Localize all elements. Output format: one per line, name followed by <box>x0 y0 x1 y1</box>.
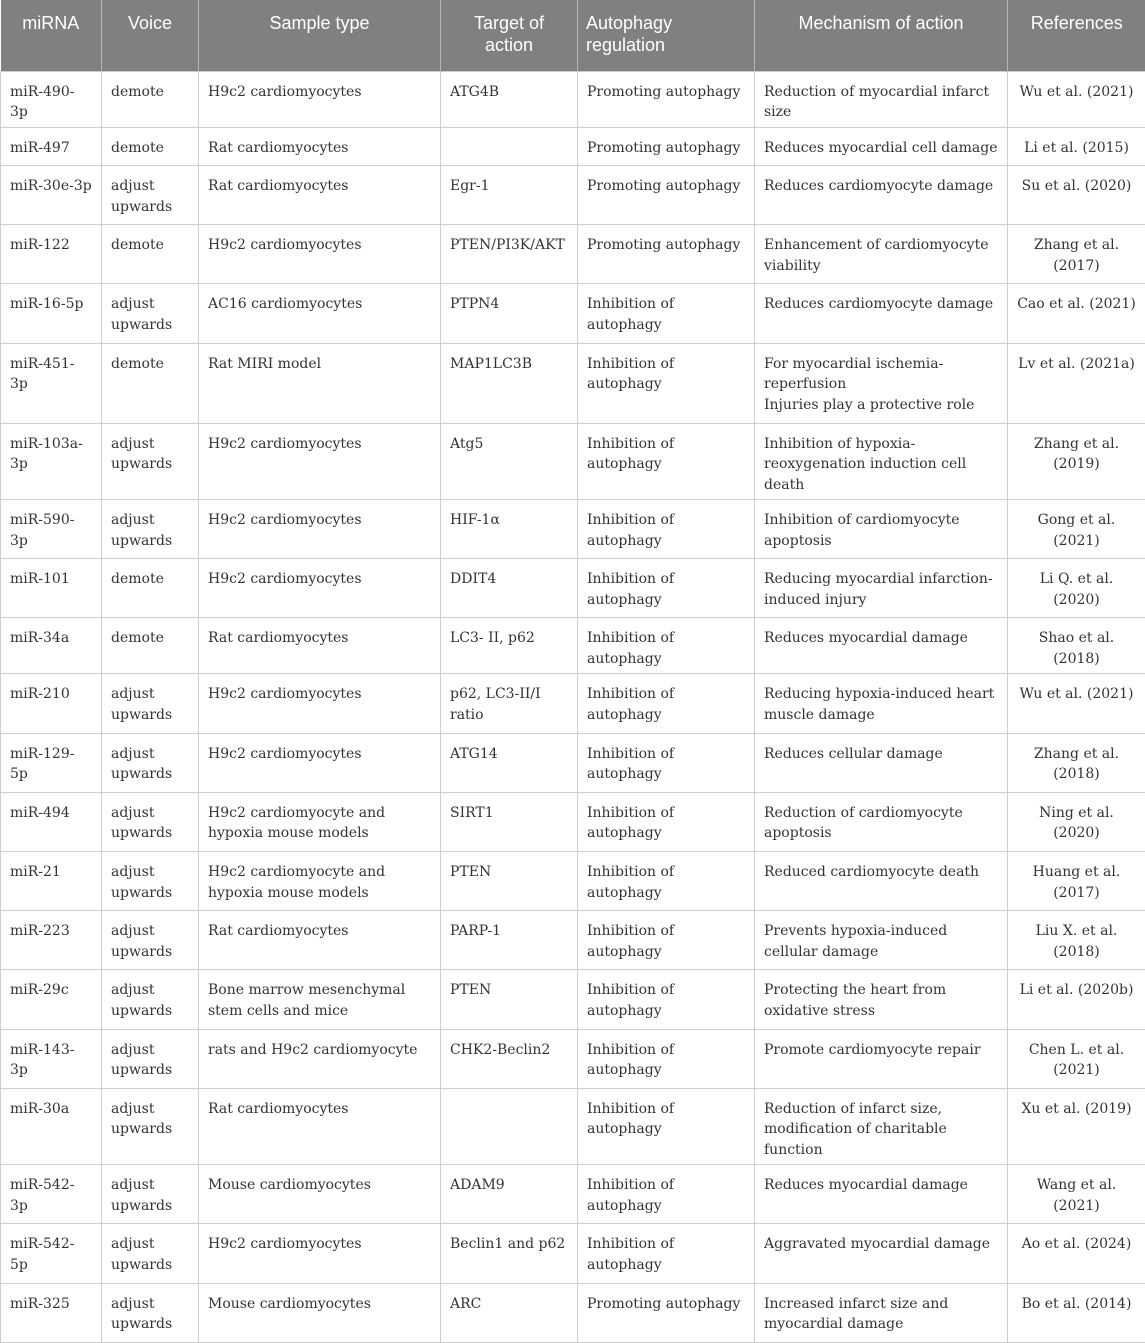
cell-autophagy: Inhibition of autophagy <box>578 500 755 559</box>
header-voice: Voice <box>102 0 199 71</box>
cell-target: Beclin1 and p62 <box>441 1224 578 1283</box>
cell-voice: demote <box>102 71 199 127</box>
header-sample-type: Sample type <box>199 0 441 71</box>
table-row <box>1 618 1145 674</box>
cell-reference: Li et al. (2015) <box>1008 127 1145 166</box>
cell-autophagy: Inhibition of autophagy <box>578 792 755 851</box>
cell-autophagy: Inhibition of autophagy <box>578 733 755 792</box>
cell-sample: H9c2 cardiomyocytes <box>199 559 441 618</box>
table-row <box>1 71 1145 127</box>
cell-voice: adjust upwards <box>102 792 199 851</box>
cell-mechanism: Reduction of cardiomyocyte apoptosis <box>755 792 1008 851</box>
cell-reference: Xu et al. (2019) <box>1008 1088 1145 1165</box>
cell-mechanism: Reducing myocardial infarction-induced injury <box>755 559 1008 618</box>
cell-sample: Rat MIRI model <box>199 343 441 423</box>
cell-sample: Mouse cardiomyocytes <box>199 1165 441 1224</box>
cell-autophagy: Inhibition of autophagy <box>578 1029 755 1088</box>
table-row <box>1 970 1145 1029</box>
table-row <box>1 1088 1145 1165</box>
cell-mechanism: Protecting the heart from oxidative stress <box>755 970 1008 1029</box>
cell-mechanism: Reducing hypoxia-induced heart muscle damage <box>755 674 1008 733</box>
table-row <box>1 1283 1145 1342</box>
table-row <box>1 792 1145 851</box>
cell-reference: Huang et al. (2017) <box>1008 852 1145 911</box>
cell-mechanism: Reduction of myocardial infarct size <box>755 71 1008 127</box>
cell-sample: Rat cardiomyocytes <box>199 127 441 166</box>
mechanism-line-1: For myocardial ischemia-reperfusion <box>764 354 998 395</box>
cell-mechanism: Reduces cardiomyocyte damage <box>755 284 1008 343</box>
cell-target <box>441 1088 578 1165</box>
cell-target: Egr-1 <box>441 166 578 225</box>
cell-mechanism: Aggravated myocardial damage <box>755 1224 1008 1283</box>
header-autophagy: Autophagy regulation <box>578 0 755 71</box>
cell-target: Atg5 <box>441 423 578 500</box>
cell-autophagy: Inhibition of autophagy <box>578 1088 755 1165</box>
cell-voice: adjust upwards <box>102 1029 199 1088</box>
cell-reference: Ning et al. (2020) <box>1008 792 1145 851</box>
cell-mechanism: Promote cardiomyocyte repair <box>755 1029 1008 1088</box>
cell-mechanism: Prevents hypoxia-induced cellular damage <box>755 911 1008 970</box>
cell-sample: Bone marrow mesenchymal stem cells and mice <box>199 970 441 1029</box>
cell-mirna: miR-490-3p <box>1 71 102 127</box>
cell-sample: H9c2 cardiomyocyte and hypoxia mouse models <box>199 792 441 851</box>
cell-target: p62, LC3-II/I ratio <box>441 674 578 733</box>
cell-mirna: miR-34a <box>1 618 102 674</box>
cell-mechanism: Reduces myocardial damage <box>755 618 1008 674</box>
cell-mirna: miR-210 <box>1 674 102 733</box>
cell-reference: Cao et al. (2021) <box>1008 284 1145 343</box>
header-mechanism: Mechanism of action <box>755 0 1008 71</box>
cell-reference: Zhang et al. (2019) <box>1008 423 1145 500</box>
cell-mechanism: Reduces cardiomyocyte damage <box>755 166 1008 225</box>
cell-mirna: miR-30e-3p <box>1 166 102 225</box>
cell-target: ARC <box>441 1283 578 1342</box>
header-row <box>1 0 1145 71</box>
cell-sample: Rat cardiomyocytes <box>199 618 441 674</box>
cell-voice: demote <box>102 127 199 166</box>
cell-mirna: miR-122 <box>1 225 102 284</box>
cell-voice: adjust upwards <box>102 284 199 343</box>
table-row <box>1 343 1145 423</box>
cell-mirna: miR-451-3p <box>1 343 102 423</box>
cell-reference: Wu et al. (2021) <box>1008 674 1145 733</box>
cell-voice: adjust upwards <box>102 500 199 559</box>
cell-mirna: miR-542-3p <box>1 1165 102 1224</box>
cell-reference: Gong et al. (2021) <box>1008 500 1145 559</box>
cell-autophagy: Promoting autophagy <box>578 166 755 225</box>
cell-sample: H9c2 cardiomyocytes <box>199 71 441 127</box>
cell-mechanism <box>755 343 1008 423</box>
cell-reference: Bo et al. (2014) <box>1008 1283 1145 1342</box>
cell-target: MAP1LC3B <box>441 343 578 423</box>
cell-target: ATG14 <box>441 733 578 792</box>
cell-autophagy: Promoting autophagy <box>578 225 755 284</box>
cell-mechanism: Reduction of infarct size, modification of charitable function <box>755 1088 1008 1165</box>
cell-autophagy: Inhibition of autophagy <box>578 284 755 343</box>
cell-sample: H9c2 cardiomyocytes <box>199 674 441 733</box>
cell-autophagy: Promoting autophagy <box>578 127 755 166</box>
cell-mechanism: Inhibition of cardiomyocyte apoptosis <box>755 500 1008 559</box>
cell-mirna: miR-16-5p <box>1 284 102 343</box>
cell-sample: Rat cardiomyocytes <box>199 1088 441 1165</box>
cell-target: DDIT4 <box>441 559 578 618</box>
table-row <box>1 733 1145 792</box>
cell-mechanism: Reduced cardiomyocyte death <box>755 852 1008 911</box>
cell-mirna: miR-30a <box>1 1088 102 1165</box>
cell-target: PARP-1 <box>441 911 578 970</box>
cell-autophagy: Inhibition of autophagy <box>578 852 755 911</box>
cell-voice: adjust upwards <box>102 423 199 500</box>
cell-voice: adjust upwards <box>102 1283 199 1342</box>
cell-autophagy: Inhibition of autophagy <box>578 618 755 674</box>
cell-voice: demote <box>102 559 199 618</box>
cell-voice: demote <box>102 343 199 423</box>
cell-reference: Wu et al. (2021) <box>1008 71 1145 127</box>
table-row <box>1 852 1145 911</box>
table-row <box>1 127 1145 166</box>
cell-autophagy: Inhibition of autophagy <box>578 970 755 1029</box>
cell-voice: adjust upwards <box>102 1088 199 1165</box>
cell-sample: H9c2 cardiomyocyte and hypoxia mouse models <box>199 852 441 911</box>
cell-autophagy: Inhibition of autophagy <box>578 343 755 423</box>
cell-reference: Wang et al. (2021) <box>1008 1165 1145 1224</box>
table-row <box>1 911 1145 970</box>
table-row <box>1 1029 1145 1088</box>
cell-sample: Mouse cardiomyocytes <box>199 1283 441 1342</box>
cell-sample: rats and H9c2 cardiomyocyte <box>199 1029 441 1088</box>
cell-voice: adjust upwards <box>102 733 199 792</box>
cell-sample: H9c2 cardiomyocytes <box>199 733 441 792</box>
table-row <box>1 423 1145 500</box>
cell-mirna: miR-143-3p <box>1 1029 102 1088</box>
cell-target: PTEN <box>441 970 578 1029</box>
cell-voice: demote <box>102 225 199 284</box>
cell-autophagy: Promoting autophagy <box>578 1283 755 1342</box>
mechanism-line-2: Injuries play a protective role <box>764 395 998 416</box>
cell-sample: Rat cardiomyocytes <box>199 166 441 225</box>
cell-voice: adjust upwards <box>102 911 199 970</box>
cell-autophagy: Inhibition of autophagy <box>578 1165 755 1224</box>
cell-reference: Li Q. et al. (2020) <box>1008 559 1145 618</box>
table-row <box>1 166 1145 225</box>
cell-target: ATG4B <box>441 71 578 127</box>
cell-mechanism: Reduces myocardial cell damage <box>755 127 1008 166</box>
cell-mechanism: Inhibition of hypoxia-reoxygenation induction cell death <box>755 423 1008 500</box>
cell-mechanism: Increased infarct size and myocardial damage <box>755 1283 1008 1342</box>
table-row <box>1 559 1145 618</box>
cell-reference: Zhang et al. (2017) <box>1008 225 1145 284</box>
cell-target: LC3- II, p62 <box>441 618 578 674</box>
cell-target: PTEN <box>441 852 578 911</box>
cell-sample: H9c2 cardiomyocytes <box>199 1224 441 1283</box>
cell-voice: demote <box>102 618 199 674</box>
cell-voice: adjust upwards <box>102 852 199 911</box>
cell-autophagy: Inhibition of autophagy <box>578 423 755 500</box>
cell-sample: H9c2 cardiomyocytes <box>199 500 441 559</box>
header-mirna: miRNA <box>1 0 102 71</box>
cell-target: PTEN/PI3K/AKT <box>441 225 578 284</box>
cell-mirna: miR-497 <box>1 127 102 166</box>
cell-reference: Lv et al. (2021a) <box>1008 343 1145 423</box>
cell-autophagy: Inhibition of autophagy <box>578 911 755 970</box>
table-row <box>1 225 1145 284</box>
table-row <box>1 284 1145 343</box>
cell-mechanism: Reduces cellular damage <box>755 733 1008 792</box>
table-body <box>1 71 1145 1342</box>
cell-reference: Ao et al. (2024) <box>1008 1224 1145 1283</box>
cell-target: SIRT1 <box>441 792 578 851</box>
cell-mirna: miR-223 <box>1 911 102 970</box>
cell-mirna: miR-129-5p <box>1 733 102 792</box>
cell-mirna: miR-101 <box>1 559 102 618</box>
cell-reference: Liu X. et al. (2018) <box>1008 911 1145 970</box>
cell-target: PTPN4 <box>441 284 578 343</box>
cell-target: CHK2-Beclin2 <box>441 1029 578 1088</box>
table-row <box>1 1165 1145 1224</box>
cell-mirna: miR-325 <box>1 1283 102 1342</box>
cell-mechanism: Enhancement of cardiomyocyte viability <box>755 225 1008 284</box>
cell-mirna: miR-590-3p <box>1 500 102 559</box>
cell-voice: adjust upwards <box>102 166 199 225</box>
cell-sample: AC16 cardiomyocytes <box>199 284 441 343</box>
cell-voice: adjust upwards <box>102 1165 199 1224</box>
cell-reference: Zhang et al. (2018) <box>1008 733 1145 792</box>
cell-sample: Rat cardiomyocytes <box>199 911 441 970</box>
cell-target <box>441 127 578 166</box>
cell-mirna: miR-542-5p <box>1 1224 102 1283</box>
cell-mirna: miR-29c <box>1 970 102 1029</box>
cell-target: HIF-1α <box>441 500 578 559</box>
cell-voice: adjust upwards <box>102 674 199 733</box>
cell-autophagy: Inhibition of autophagy <box>578 1224 755 1283</box>
cell-autophagy: Promoting autophagy <box>578 71 755 127</box>
header-target: Target of action <box>441 0 578 71</box>
cell-autophagy: Inhibition of autophagy <box>578 559 755 618</box>
cell-reference: Su et al. (2020) <box>1008 166 1145 225</box>
cell-sample: H9c2 cardiomyocytes <box>199 225 441 284</box>
cell-mechanism: Reduces myocardial damage <box>755 1165 1008 1224</box>
table-row <box>1 1224 1145 1283</box>
cell-reference: Shao et al. (2018) <box>1008 618 1145 674</box>
cell-mirna: miR-494 <box>1 792 102 851</box>
table-row <box>1 500 1145 559</box>
cell-reference: Li et al. (2020b) <box>1008 970 1145 1029</box>
cell-reference: Chen L. et al. (2021) <box>1008 1029 1145 1088</box>
cell-mirna: miR-103a-3p <box>1 423 102 500</box>
cell-sample: H9c2 cardiomyocytes <box>199 423 441 500</box>
cell-voice: adjust upwards <box>102 970 199 1029</box>
cell-target: ADAM9 <box>441 1165 578 1224</box>
cell-mirna: miR-21 <box>1 852 102 911</box>
cell-voice: adjust upwards <box>102 1224 199 1283</box>
cell-autophagy: Inhibition of autophagy <box>578 674 755 733</box>
header-references: References <box>1008 0 1145 71</box>
table-row <box>1 674 1145 733</box>
